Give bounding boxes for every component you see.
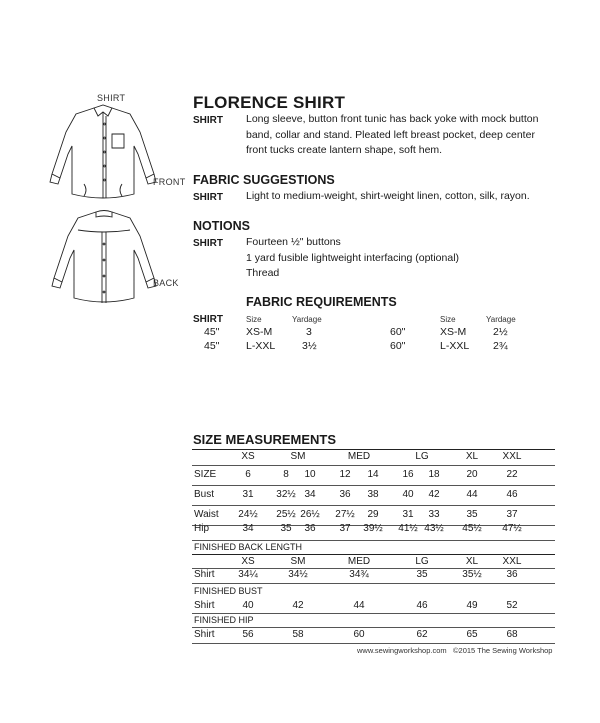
table-cell: 36 <box>506 569 518 580</box>
table-cell: 33 <box>428 509 440 520</box>
description-text: Long sleeve, button front tunic has back yoke with mock button band, collar and stand. Pleated left breast pocket, deep center front tucks create lantern shape, soft hem. <box>246 113 539 156</box>
table-cell: 46 <box>506 489 518 500</box>
table-cell: 31 <box>402 509 414 520</box>
table-cell: 42 <box>292 600 304 611</box>
size-measurements-heading: SIZE MEASUREMENTS <box>193 432 337 447</box>
group-xxl: XXL <box>502 451 522 462</box>
table-cell: 10 <box>304 469 316 480</box>
fr-right-yardage-1: 2½ <box>493 326 508 338</box>
table-cell: 34¾ <box>349 569 369 580</box>
table-cell: 44 <box>466 489 478 500</box>
table-cell: 18 <box>428 469 440 480</box>
table-cell: 32½ <box>276 489 296 500</box>
notions-label: SHIRT <box>193 238 223 249</box>
table-cell: 35 <box>416 569 428 580</box>
row-label: Hip <box>194 523 210 534</box>
footer-copyright: ©2015 The Sewing Workshop <box>453 646 553 655</box>
table-cell: 16 <box>402 469 414 480</box>
group-sm: SM <box>290 556 306 567</box>
row-label: Waist <box>194 509 219 520</box>
group-lg: LG <box>415 451 429 462</box>
table-cell: 39½ <box>363 523 383 534</box>
table-cell: 43½ <box>424 523 444 534</box>
group-xl: XL <box>465 556 479 567</box>
group-sm: SM <box>290 451 306 462</box>
row-label: Shirt <box>194 569 215 580</box>
table-cell: 44 <box>353 600 365 611</box>
table-cell: 34½ <box>288 569 308 580</box>
table-cell: 37 <box>506 509 518 520</box>
rule <box>192 583 555 584</box>
table-cell: 14 <box>367 469 379 480</box>
table-cell: 20 <box>466 469 478 480</box>
table-cell: 35½ <box>462 569 482 580</box>
group-xs: XS <box>241 451 255 462</box>
fr-right-width-1: 60" <box>390 326 406 338</box>
fabric-suggestions-label: SHIRT <box>193 192 223 203</box>
fabric-suggestions-text: Light to medium-weight, shirt-weight linen, cotton, silk, rayon. <box>246 190 530 202</box>
row-label: Bust <box>194 489 215 500</box>
fr-right-size-1: XS-M <box>440 326 467 338</box>
fr-right-size-2: L-XXL <box>440 340 470 352</box>
row-label: SIZE <box>194 469 217 480</box>
fr-left-yardage-2: 3½ <box>302 340 317 352</box>
table-cell: 36 <box>304 523 316 534</box>
fabric-requirements-heading: FABRIC REQUIREMENTS <box>246 295 397 309</box>
table-cell: 22 <box>506 469 518 480</box>
fr-left-yardage-1: 3 <box>306 326 312 338</box>
shirt-back-illustration <box>46 208 162 308</box>
table-cell: 34 <box>242 523 254 534</box>
table-cell: 6 <box>245 469 251 480</box>
fabric-suggestions-heading: FABRIC SUGGESTIONS <box>193 173 335 187</box>
fr-left-width-2: 45" <box>204 340 220 352</box>
fr-right-yardage-2: 2¾ <box>493 340 508 352</box>
shirt-front-illustration <box>44 102 162 204</box>
table-cell: 52 <box>506 600 518 611</box>
fr-right-width-2: 60" <box>390 340 406 352</box>
table-row <box>192 467 555 483</box>
table-cell: 8 <box>283 469 289 480</box>
group-xs: XS <box>241 556 255 567</box>
page-title: FLORENCE SHIRT <box>193 93 346 112</box>
table-cell: 62 <box>416 629 428 640</box>
table-cell: 46 <box>416 600 428 611</box>
group-med: MED <box>347 556 371 567</box>
table-cell: 31 <box>242 489 254 500</box>
notions-list: Fourteen ½" buttons 1 yard fusible lightweight interfacing (optional) Thread <box>246 236 460 279</box>
figure-label-front: FRONT <box>153 177 186 187</box>
notions-heading: NOTIONS <box>193 219 250 233</box>
group-xl: XL <box>465 451 479 462</box>
table-row <box>192 487 555 503</box>
table-cell: 36 <box>339 489 351 500</box>
table-cell: 35 <box>466 509 478 520</box>
fabric-requirements-label: SHIRT <box>193 314 223 325</box>
table-cell: 58 <box>292 629 304 640</box>
table-cell: 45½ <box>462 523 482 534</box>
table-row <box>192 598 555 614</box>
table-cell: 26½ <box>300 509 320 520</box>
rule <box>192 465 555 466</box>
group-med: MED <box>347 451 371 462</box>
table-cell: 35 <box>280 523 292 534</box>
finished-bust-heading: FINISHED BUST <box>194 586 263 596</box>
table-cell: 65 <box>466 629 478 640</box>
figure-label-back: BACK <box>153 278 179 288</box>
finished-hip-heading-row <box>192 614 555 627</box>
table-cell: 37 <box>339 523 351 534</box>
fr-yardage-header-right: Yardage <box>486 315 516 324</box>
table-cell: 34¼ <box>238 569 258 580</box>
fr-size-header-right: Size <box>440 315 456 324</box>
rule <box>192 643 555 644</box>
table-cell: 41½ <box>398 523 418 534</box>
table-row <box>192 521 555 537</box>
table-cell: 49 <box>466 600 478 611</box>
table-cell: 34 <box>304 489 316 500</box>
finished-back-length-heading: FINISHED BACK LENGTH <box>194 542 303 552</box>
row-label: Shirt <box>194 600 215 611</box>
finished-back-length-heading-row <box>192 541 555 554</box>
fr-left-width-1: 45" <box>204 326 220 338</box>
fr-left-size-1: XS-M <box>246 326 273 338</box>
table-cell: 56 <box>242 629 254 640</box>
size-group-header-row <box>192 449 555 465</box>
table-cell: 25½ <box>276 509 296 520</box>
finished-hip-heading: FINISHED HIP <box>194 615 254 625</box>
group-xxl: XXL <box>502 556 522 567</box>
table-cell: 12 <box>339 469 351 480</box>
table-row <box>192 627 555 643</box>
fr-left-size-2: L-XXL <box>246 340 276 352</box>
table-cell: 47½ <box>502 523 522 534</box>
figure-label-shirt: SHIRT <box>97 93 126 103</box>
table-cell: 68 <box>506 629 518 640</box>
table-cell: 24½ <box>238 509 258 520</box>
table-row <box>192 567 555 583</box>
finished-bust-heading-row <box>192 585 555 598</box>
footer-url: www.sewingworkshop.com <box>357 646 447 655</box>
table-cell: 42 <box>428 489 440 500</box>
table-cell: 60 <box>353 629 365 640</box>
rule <box>192 485 555 486</box>
table-cell: 38 <box>367 489 379 500</box>
table-cell: 40 <box>242 600 254 611</box>
description-label: SHIRT <box>193 115 223 126</box>
rule <box>192 505 555 506</box>
fr-size-header-left: Size <box>246 315 262 324</box>
table-cell: 29 <box>367 509 379 520</box>
table-cell: 40 <box>402 489 414 500</box>
row-label: Shirt <box>194 629 215 640</box>
group-lg: LG <box>415 556 429 567</box>
fr-yardage-header-left: Yardage <box>292 315 322 324</box>
table-cell: 27½ <box>335 509 355 520</box>
